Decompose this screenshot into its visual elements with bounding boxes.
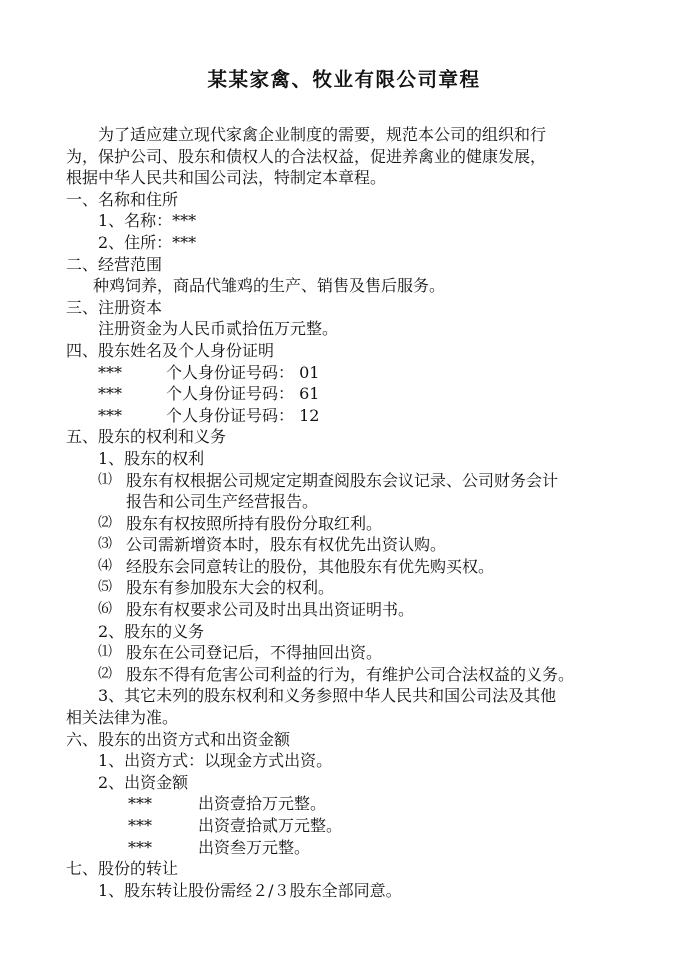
rights-item [66,513,641,535]
section-1-heading: 一、名称和住所 [66,189,179,209]
s2-text: 种鸡饲养，商品代雏鸡的生产、销售及售后服务。 [93,276,446,296]
shareholder-id: 个人身份证号码： 12 [166,405,320,425]
item-line: 股东在公司登记后，不得抽回出资。 [126,643,383,663]
capital-name: *** [128,837,152,857]
duties-item [66,642,641,664]
shareholder-row [66,362,641,384]
shareholder-id: 个人身份证号码： 61 [166,384,320,404]
preamble-line: 为了适应建立现代家禽企业制度的需要，规范本公司的组织和行 [98,125,547,144]
item-marker: ⑸ [98,579,112,596]
capital-amount: 出资叁万元整。 [198,837,311,857]
preamble-line: 为，保护公司、股东和债权人的合法权益，促进养禽业的健康发展， [66,146,547,166]
rights-item [66,470,641,513]
item-marker: ⑶ [98,536,112,553]
preamble-line: 根据中华人民共和国公司法，特制定本章程。 [66,168,387,188]
item-line: 股东有参加股东大会的权利。 [126,578,335,598]
capital-method: 1、出资方式：以现金方式出资。 [98,751,333,771]
shareholder-name: *** [98,384,122,404]
capital-name: *** [128,816,152,835]
item-line: 股东有权要求公司及时出具出资证明书。 [126,600,415,620]
item-marker: ⑵ [98,514,112,531]
capital-amount-title: 2、出资金额 [98,772,189,792]
item-line: 股东不得有危害公司利益的行为，有维护公司合法权益的义务。 [126,664,575,684]
capital-row [66,815,641,837]
capital-amount: 出资壹拾万元整。 [198,794,327,814]
rights-title: 1、股东的权利 [98,448,205,468]
s1-item: 1、名称：*** [98,211,197,231]
capital-row [66,837,641,859]
shareholder-row [66,383,641,405]
item-line: 股东有权按照所持有股份分取红利。 [126,513,383,533]
shareholder-id: 个人身份证号码： 01 [166,362,320,382]
transfer-item: 1、股东转让股份需经２/３股东全部同意。 [98,880,402,900]
shareholder-row [66,405,641,427]
item-line: 公司需新增资本时，股东有权优先出资认购。 [126,535,447,555]
duties-item [66,664,641,686]
rights-item [66,556,641,578]
capital-row [66,793,641,815]
s3-text: 注册资金为人民币贰拾伍万元整。 [98,319,339,339]
capital-amount: 出资壹拾贰万元整。 [198,816,343,835]
item-marker: ⑴ [98,644,112,661]
other-rights-line: 相关法律为准。 [66,708,179,728]
capital-name: *** [128,794,152,814]
item-line: 报告和公司生产经营报告。 [126,492,319,512]
section-3-heading: 三、注册资本 [66,297,163,317]
item-line: 经股东会同意转让的股份，其他股东有优先购买权。 [126,556,495,576]
item-marker: ⑹ [98,601,112,618]
shareholder-name: *** [98,362,122,382]
document-body [66,124,641,901]
item-marker: ⑴ [98,471,112,488]
item-marker: ⑵ [98,665,112,682]
section-4-heading: 四、股东姓名及个人身份证明 [66,340,275,360]
other-rights-line: 3、其它未列的股东权利和义务参照中华人民共和国公司法及其他 [98,686,557,706]
duties-title: 2、股东的义务 [98,621,205,641]
item-line: 股东有权根据公司规定定期查阅股东会议记录、公司财务会计 [126,470,559,490]
section-7-heading: 七、股份的转让 [66,859,179,879]
rights-item [66,577,641,599]
shareholder-name: *** [98,405,122,425]
rights-item [66,534,641,556]
item-marker: ⑷ [98,557,112,574]
rights-item [66,599,641,621]
s1-item: 2、住所：*** [98,232,197,252]
document-title: 某某家禽、牧业有限公司章程 [207,68,481,91]
section-6-heading: 六、股东的出资方式和出资金额 [66,729,291,749]
section-5-heading: 五、股东的权利和义务 [66,427,227,447]
section-2-heading: 二、经营范围 [66,254,163,274]
